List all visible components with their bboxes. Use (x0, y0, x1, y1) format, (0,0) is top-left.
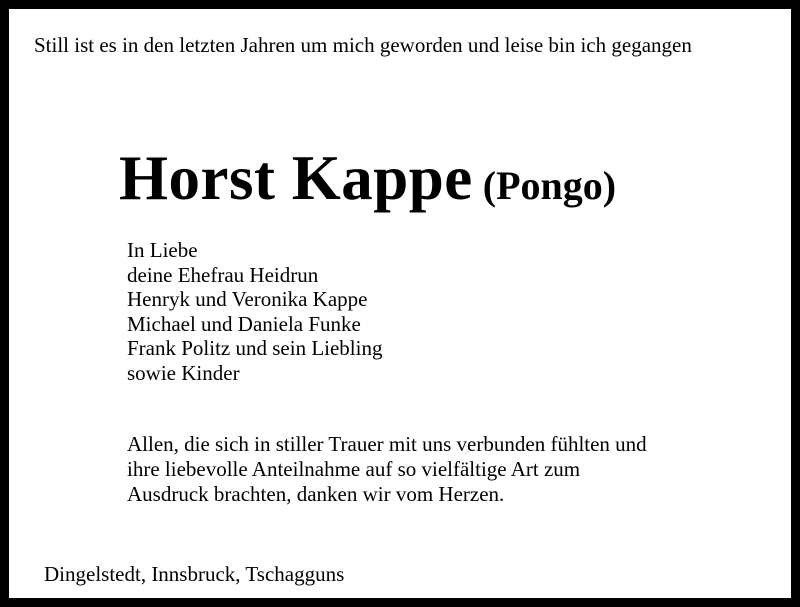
thanks-paragraph (127, 432, 767, 507)
thanks-line: ihre liebevolle Anteilnahme auf so vielfältige Art zum (127, 457, 581, 481)
thanks-line: Allen, die sich in stiller Trauer mit uns verbunden fühlten und (127, 432, 647, 456)
family-signature-list (127, 238, 382, 385)
deceased-name: Horst Kappe (119, 143, 473, 213)
deceased-name-heading (119, 143, 616, 221)
family-line: Michael und Daniela Funke (127, 311, 361, 336)
family-line: sowie Kinder (127, 360, 240, 385)
family-line: In Liebe (127, 238, 198, 262)
family-line: Henryk und Veronika Kappe (127, 287, 368, 311)
family-line: Frank Politz und sein Liebling (127, 336, 383, 360)
family-line: deine Ehefrau Heidrun (127, 262, 319, 287)
thanks-line: Ausdruck brachten, danken wir vom Herzen. (127, 482, 505, 506)
opening-quote: Still ist es in den letzten Jahren um mich geworden und leise bin ich gegangen (34, 33, 692, 57)
places-line: Dingelstedt, Innsbruck, Tschagguns (44, 562, 345, 586)
deceased-nickname: (Pongo) (482, 163, 617, 208)
